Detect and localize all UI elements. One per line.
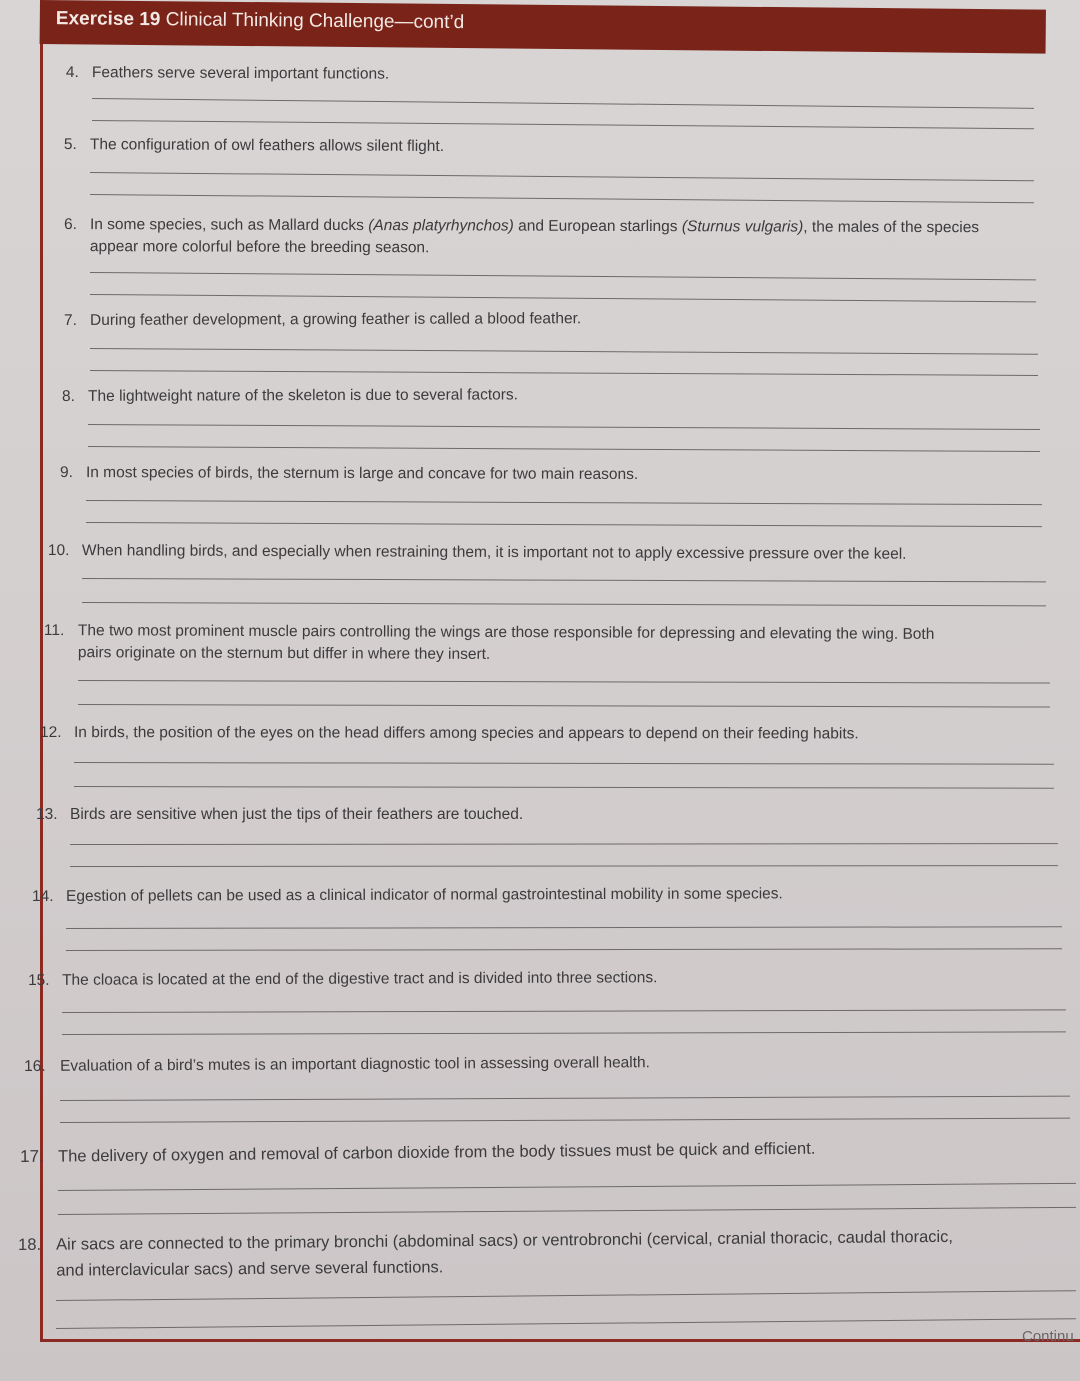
exercise-number: 19 — [139, 8, 161, 31]
question-text-line2: appear more colorful before the breeding season. — [89, 238, 430, 257]
question-number: 4. — [65, 63, 79, 82]
question-text: Evaluation of a bird’s mutes is an important diagnostic tool in assessing overall health. — [60, 1054, 651, 1075]
question-text: The cloaca is located at the end of the digestive tract and is divided into three sections. — [62, 969, 658, 989]
question-number: 8. — [62, 387, 76, 405]
question-4 — [66, 62, 389, 86]
question-6 — [64, 214, 979, 261]
question-text: Feathers serve several important functions. — [91, 64, 390, 83]
continued-label: Continu — [1022, 1328, 1074, 1345]
question-number: 16. — [24, 1057, 46, 1075]
question-text: In birds, the position of the eyes on the head differs among species and appears to depend on their feeding habits. — [73, 724, 859, 743]
question-text: The delivery of oxygen and removal of carbon dioxide from the body tissues must be quick and efficient. — [58, 1139, 816, 1166]
question-9 — [60, 462, 638, 486]
exercise-word: Exercise — [55, 8, 135, 30]
question-number: 14. — [32, 887, 54, 905]
question-number: 10. — [47, 542, 70, 560]
question-text: The configuration of owl feathers allows silent flight. — [89, 136, 445, 155]
question-number: 17. — [20, 1146, 44, 1166]
question-7 — [64, 308, 581, 332]
question-text: Egestion of pellets can be used as a clinical indicator of normal gastrointestinal mobility in some species. — [66, 885, 783, 905]
question-18 — [18, 1224, 953, 1284]
question-text: In most species of birds, the sternum is large and concave for two main reasons. — [85, 464, 639, 484]
question-text: The lightweight nature of the skeleton is due to several factors. — [88, 386, 519, 405]
question-text-middle: and European starlings — [513, 217, 682, 236]
question-text: During feather development, a growing feather is called a blood feather. — [90, 310, 582, 329]
question-8 — [62, 384, 518, 408]
question-number: 5. — [63, 135, 77, 154]
question-text: Air sacs are connected to the primary bronchi (abdominal sacs) or ventrobronchi (cervical, cranial thoracic, caudal thoracic, — [56, 1227, 954, 1254]
question-14 — [32, 883, 783, 908]
question-text-line2: pairs originate on the sternum but differ in where they insert. — [77, 644, 491, 663]
question-text: The two most prominent muscle pairs controlling the wings are those responsible for depressing and elevating the wing. Both — [77, 622, 935, 643]
question-number: 11. — [43, 622, 65, 640]
question-number: 13. — [36, 806, 58, 823]
question-5 — [64, 134, 444, 158]
question-text: When handling birds, and especially when restraining them, it is important not to apply excessive pressure over the keel. — [81, 542, 907, 563]
question-text-end: , the males of the species — [803, 218, 980, 237]
question-12 — [40, 722, 859, 745]
exercise-title — [56, 8, 465, 34]
question-13 — [36, 804, 523, 826]
species-name-starling: (Sturnus vulgaris) — [681, 218, 804, 236]
question-text: Birds are sensitive when just the tips of their feathers are touched. — [70, 806, 524, 823]
question-15 — [28, 967, 657, 992]
question-number: 6. — [63, 215, 77, 234]
question-number: 15. — [28, 971, 50, 989]
question-16 — [24, 1052, 650, 1078]
exercise-heading: Clinical Thinking Challenge—cont’d — [165, 9, 465, 34]
question-number: 7. — [64, 311, 78, 329]
question-text: In some species, such as Mallard ducks — [89, 216, 369, 235]
question-text-line2: and interclavicular sacs) and serve several functions. — [56, 1258, 444, 1280]
question-10 — [48, 540, 907, 566]
question-number: 9. — [59, 464, 73, 482]
question-11 — [44, 620, 935, 668]
question-number: 18. — [18, 1235, 42, 1254]
question-number: 12. — [39, 724, 62, 742]
species-name-mallard: (Anas platyrhynchos) — [368, 217, 514, 235]
